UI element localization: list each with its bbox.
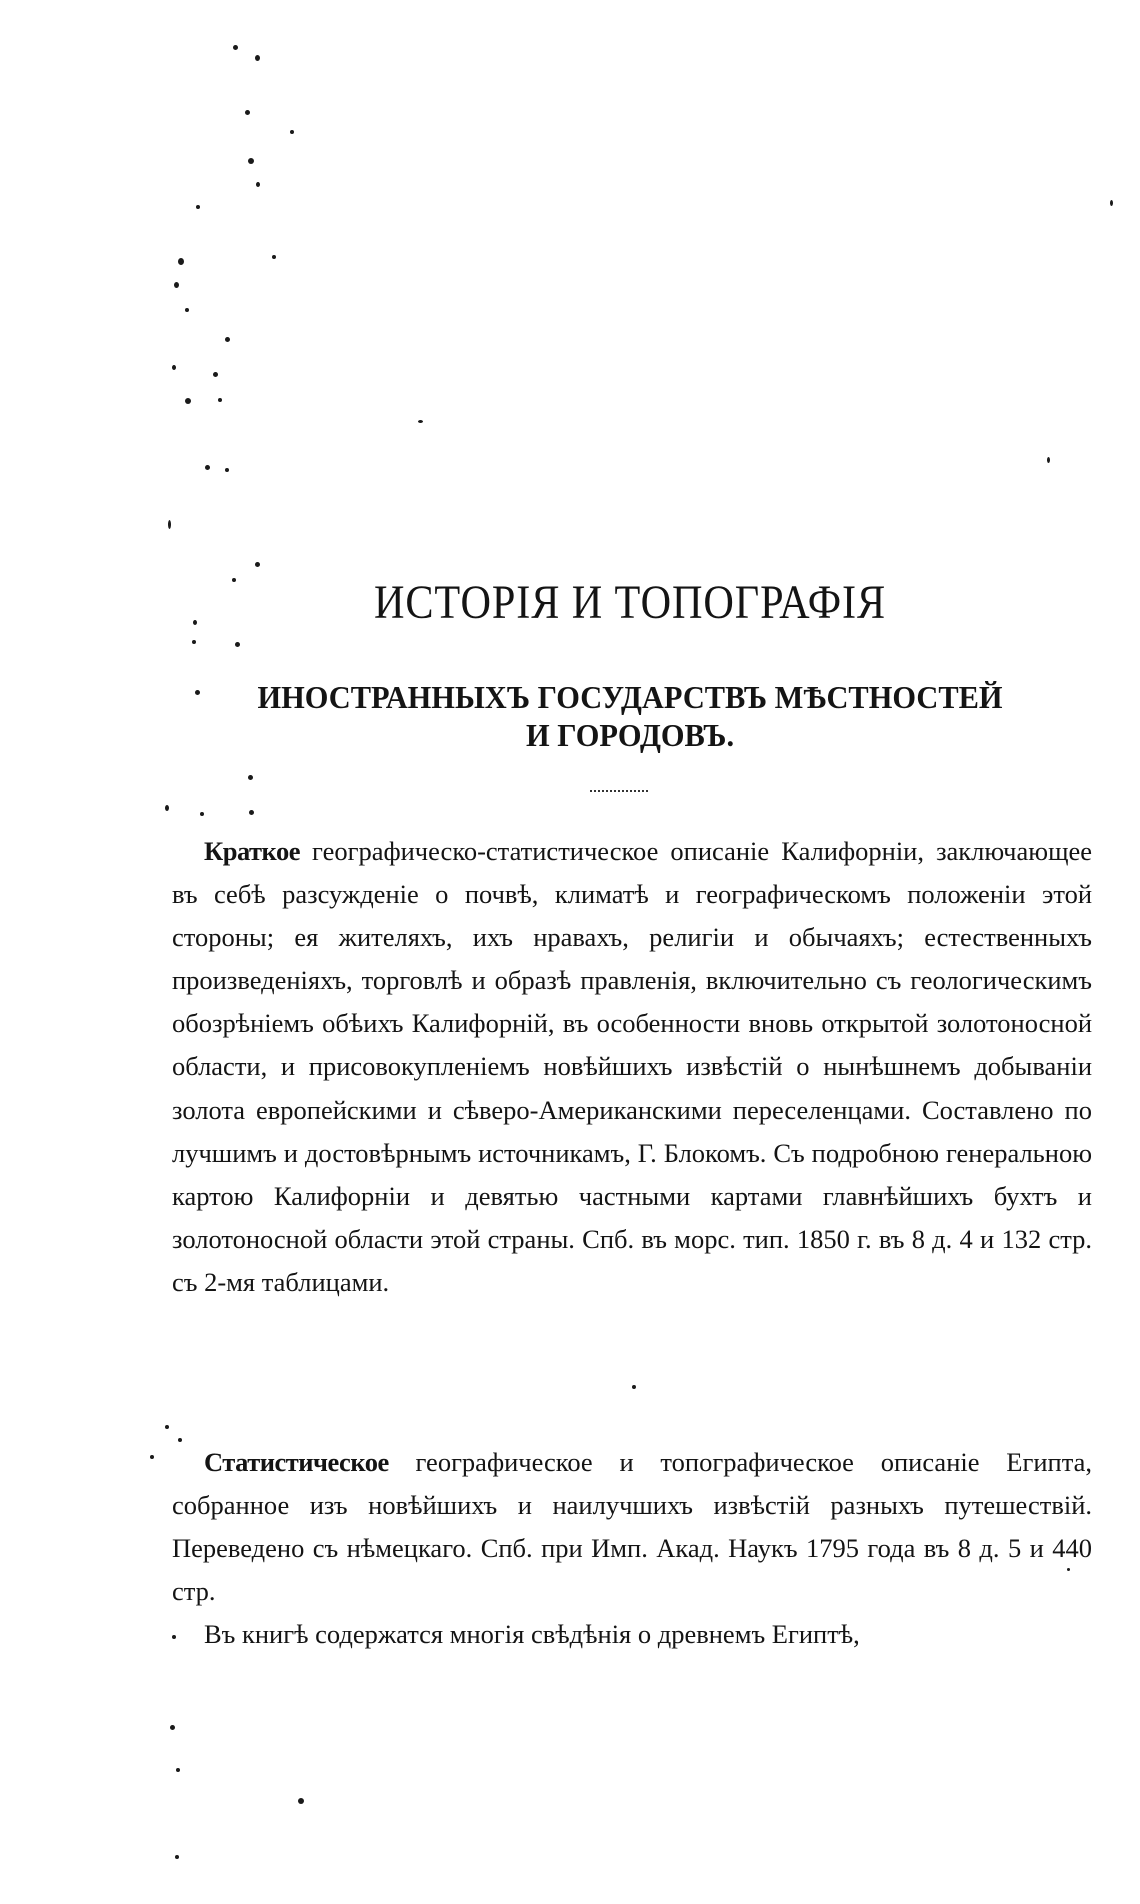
speck [213, 372, 218, 377]
speck [192, 640, 196, 644]
speck [232, 578, 236, 582]
speck [165, 805, 169, 811]
section-divider [590, 790, 648, 792]
speck [225, 337, 230, 342]
speck [175, 1855, 179, 1859]
speck [235, 642, 240, 647]
speck [150, 1455, 154, 1459]
speck [174, 282, 179, 288]
speck [233, 45, 238, 50]
speck [178, 258, 184, 265]
speck [298, 1798, 304, 1804]
bibliography-entry-california [172, 830, 1092, 1304]
entry-paragraph [172, 830, 1092, 1304]
speck [249, 810, 254, 815]
speck [256, 182, 260, 187]
speck [196, 205, 200, 209]
speck [172, 365, 176, 370]
speck [1047, 457, 1050, 463]
speck [245, 110, 250, 115]
speck [418, 420, 423, 423]
speck [255, 55, 260, 61]
speck [225, 468, 229, 472]
speck [205, 465, 210, 470]
speck [632, 1385, 636, 1389]
speck [165, 1425, 169, 1429]
entry-paragraph [172, 1441, 1092, 1613]
speck [248, 158, 254, 164]
speck [168, 520, 171, 529]
speck [1110, 200, 1113, 206]
speck [200, 812, 204, 816]
speck [176, 1768, 180, 1772]
page-title: ИСТОРІЯ И ТОПОГРАФІЯ [373, 576, 887, 629]
entry-lead-word: Статистическое [204, 1447, 389, 1477]
bibliography-entry-egypt [172, 1441, 1092, 1656]
speck [193, 620, 197, 625]
entry-text: географическо-статистическое описаніе Калифорніи, заключающее въ себѣ разсужденіе о почвѣ, климатѣ и географическомъ положеніи этой стороны; ея жителяхъ, ихъ нравахъ, религіи и обычаяхъ; естественныхъ произведеніяхъ, торговлѣ и образѣ правленія, включительно съ геологическимъ обозрѣніемъ обѣихъ Калифорній, въ особенности вновь открытой золотоносной области, и присовокупленіемъ новѣйшихъ извѣстій о нынѣшнемъ добываніи золота европейскими и сѣверо-Американскими переселенцами. Составлено по лучшимъ и достовѣрнымъ источникамъ, Г. Блокомъ. Съ подробною генеральною картою Калифорніи и девятью частными картами главнѣйшихъ бухтъ и золотоносной области этой страны. Спб. въ морс. тип. 1850 г. въ 8 д. 4 и 132 стр. съ 2-мя таблицами. [172, 836, 1092, 1297]
speck [255, 562, 260, 567]
speck [185, 308, 189, 312]
entry-lead-word: Краткое [204, 836, 300, 866]
entry-note: Въ книгѣ содержатся многія свѣдѣнія о древнемъ Египтѣ, [204, 1619, 860, 1650]
subtitle-line-2: И ГОРОДОВЪ. [525, 717, 735, 753]
page-subtitle [193, 678, 1067, 754]
speck [218, 398, 222, 402]
entry-text: географическое и топографическое описаніе Египта, собранное изъ новѣйшихъ и наилучшихъ извѣстій разныхъ путешествій. Переведено съ нѣмецкаго. Спб. при Имп. Акад. Наукъ 1795 года въ 8 д. 5 и 440 стр. [172, 1447, 1092, 1607]
speck [272, 255, 276, 259]
subtitle-line-1: ИНОСТРАННЫХЪ ГОСУДАРСТВЪ МѢСТНОСТЕЙ [257, 679, 1003, 715]
speck [185, 398, 191, 404]
speck [248, 775, 253, 780]
speck [290, 130, 294, 134]
speck [170, 1725, 175, 1730]
